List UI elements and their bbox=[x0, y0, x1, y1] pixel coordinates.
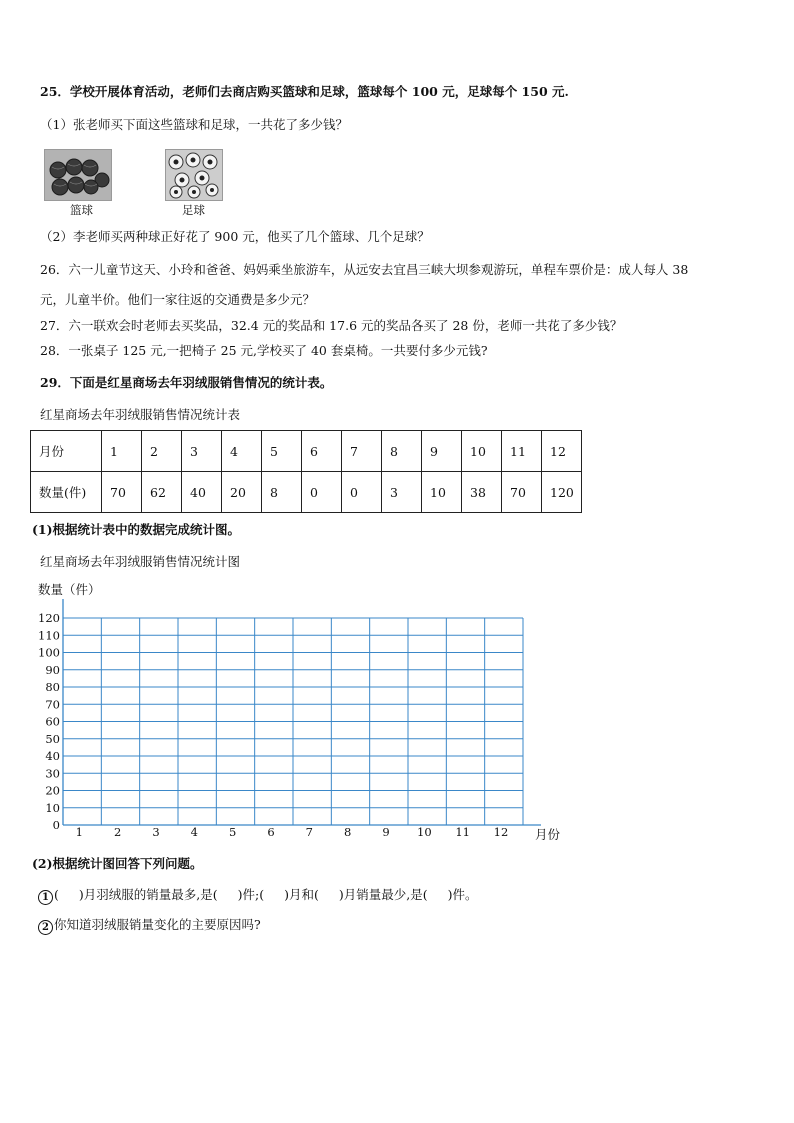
q28-text: 28．一张桌子 125 元,一把椅子 25 元,学校买了 40 套桌椅。一共要付多少元钱? bbox=[40, 343, 488, 358]
table-cell: 0 bbox=[302, 472, 342, 513]
y-tick-label: 20 bbox=[45, 783, 60, 798]
table-cell: 7 bbox=[342, 431, 382, 472]
y-tick-label: 50 bbox=[45, 731, 60, 746]
table-cell: 12 bbox=[542, 431, 582, 472]
table-cell: 2 bbox=[142, 431, 182, 472]
basketball-icon bbox=[45, 150, 111, 200]
table-row-quantities bbox=[31, 472, 582, 513]
y-tick-label: 110 bbox=[38, 628, 60, 643]
table-cell: 20 bbox=[222, 472, 262, 513]
y-tick-label: 70 bbox=[45, 697, 60, 712]
table-cell: 10 bbox=[462, 431, 502, 472]
y-tick-label: 60 bbox=[45, 714, 60, 729]
y-tick-label: 0 bbox=[52, 818, 60, 832]
q29-part1: (1)根据统计表中的数据完成统计图。 bbox=[32, 522, 241, 537]
table-cell: 38 bbox=[462, 472, 502, 513]
table-cell: 1 bbox=[102, 431, 142, 472]
table-cell: 9 bbox=[422, 431, 462, 472]
y-tick-label: 30 bbox=[45, 766, 60, 781]
x-tick-label: 11 bbox=[455, 825, 470, 839]
x-tick-label: 1 bbox=[75, 825, 83, 839]
x-tick-label: 7 bbox=[305, 825, 313, 839]
table-cell: 5 bbox=[262, 431, 302, 472]
x-tick-label: 2 bbox=[114, 825, 122, 839]
table-cell: 10 bbox=[422, 472, 462, 513]
table-cell: 3 bbox=[382, 472, 422, 513]
x-tick-label: 5 bbox=[229, 825, 237, 839]
y-tick-label: 40 bbox=[45, 749, 60, 763]
table-cell: 70 bbox=[102, 472, 142, 513]
circled-number-1: 1 bbox=[38, 890, 53, 905]
q25-title: 25．学校开展体育活动，老师们去商店购买篮球和足球，篮球每个 100 元，足球每个 150 元. bbox=[40, 84, 569, 99]
table-cell: 8 bbox=[382, 431, 422, 472]
x-tick-label: 6 bbox=[267, 825, 275, 839]
table-header-month: 月份 bbox=[31, 431, 102, 472]
table-cell: 11 bbox=[502, 431, 542, 472]
football-image bbox=[165, 149, 223, 201]
y-tick-label: 10 bbox=[45, 800, 60, 815]
q26-line1: 26．六一儿童节这天、小玲和爸爸、妈妈乘坐旅游车，从远安去宜昌三峡大坝参观游玩，单程车票价是：成人每人 38 bbox=[40, 262, 689, 277]
table-header-quantity: 数量(件) bbox=[31, 472, 102, 513]
q29-question-a: 1 ( )月羽绒服的销量最多,是( )件;( )月和( )月销量最少,是( )件。 bbox=[38, 887, 477, 905]
football-icon bbox=[166, 150, 222, 200]
x-tick-label: 10 bbox=[417, 825, 432, 839]
football-caption: 足球 bbox=[182, 203, 205, 217]
q29-intro: 29．下面是红星商场去年羽绒服销售情况的统计表。 bbox=[40, 375, 333, 390]
x-tick-label: 3 bbox=[152, 825, 160, 839]
y-tick-label: 100 bbox=[38, 645, 60, 660]
sales-table bbox=[30, 430, 582, 513]
chart-ylabel: 数量（件） bbox=[38, 582, 101, 597]
sales-line-chart[interactable] bbox=[0, 575, 794, 845]
q27-text: 27．六一联欢会时老师去买奖品，32.4 元的奖品和 17.6 元的奖品各买了 28 份，老师一共花了多少钱？ bbox=[40, 318, 623, 333]
y-tick-label: 80 bbox=[45, 680, 60, 694]
table-cell: 6 bbox=[302, 431, 342, 472]
q25-sub1: （1）张老师买下面这些篮球和足球，一共花了多少钱？ bbox=[40, 117, 348, 132]
table-cell: 62 bbox=[142, 472, 182, 513]
basketball-image bbox=[44, 149, 112, 201]
basketball-caption: 篮球 bbox=[70, 203, 93, 217]
x-tick-label: 12 bbox=[493, 825, 509, 839]
table-cell: 40 bbox=[182, 472, 222, 513]
chart-title: 红星商场去年羽绒服销售情况统计图 bbox=[40, 554, 241, 569]
y-tick-label: 120 bbox=[38, 611, 60, 625]
q29-question-b: 2 你知道羽绒服销量变化的主要原因吗? bbox=[38, 917, 261, 935]
q26-line2: 元，儿童半价。他们一家往返的交通费是多少元？ bbox=[40, 292, 316, 307]
table-row-months bbox=[31, 431, 582, 472]
q25-sub2: （2）李老师买两种球正好花了 900 元，他买了几个篮球、几个足球？ bbox=[40, 229, 430, 244]
circled-number-2: 2 bbox=[38, 920, 53, 935]
y-tick-label: 90 bbox=[45, 662, 60, 677]
table-cell: 120 bbox=[542, 472, 582, 513]
table-cell: 70 bbox=[502, 472, 542, 513]
x-tick-label: 8 bbox=[344, 825, 352, 839]
chart-xlabel: 月份 bbox=[535, 827, 561, 842]
table-title: 红星商场去年羽绒服销售情况统计表 bbox=[40, 407, 241, 422]
q29-part2: (2)根据统计图回答下列问题。 bbox=[32, 856, 203, 871]
x-tick-label: 9 bbox=[382, 825, 390, 839]
table-cell: 3 bbox=[182, 431, 222, 472]
table-cell: 0 bbox=[342, 472, 382, 513]
table-cell: 4 bbox=[222, 431, 262, 472]
x-tick-label: 4 bbox=[190, 825, 198, 839]
table-cell: 8 bbox=[262, 472, 302, 513]
